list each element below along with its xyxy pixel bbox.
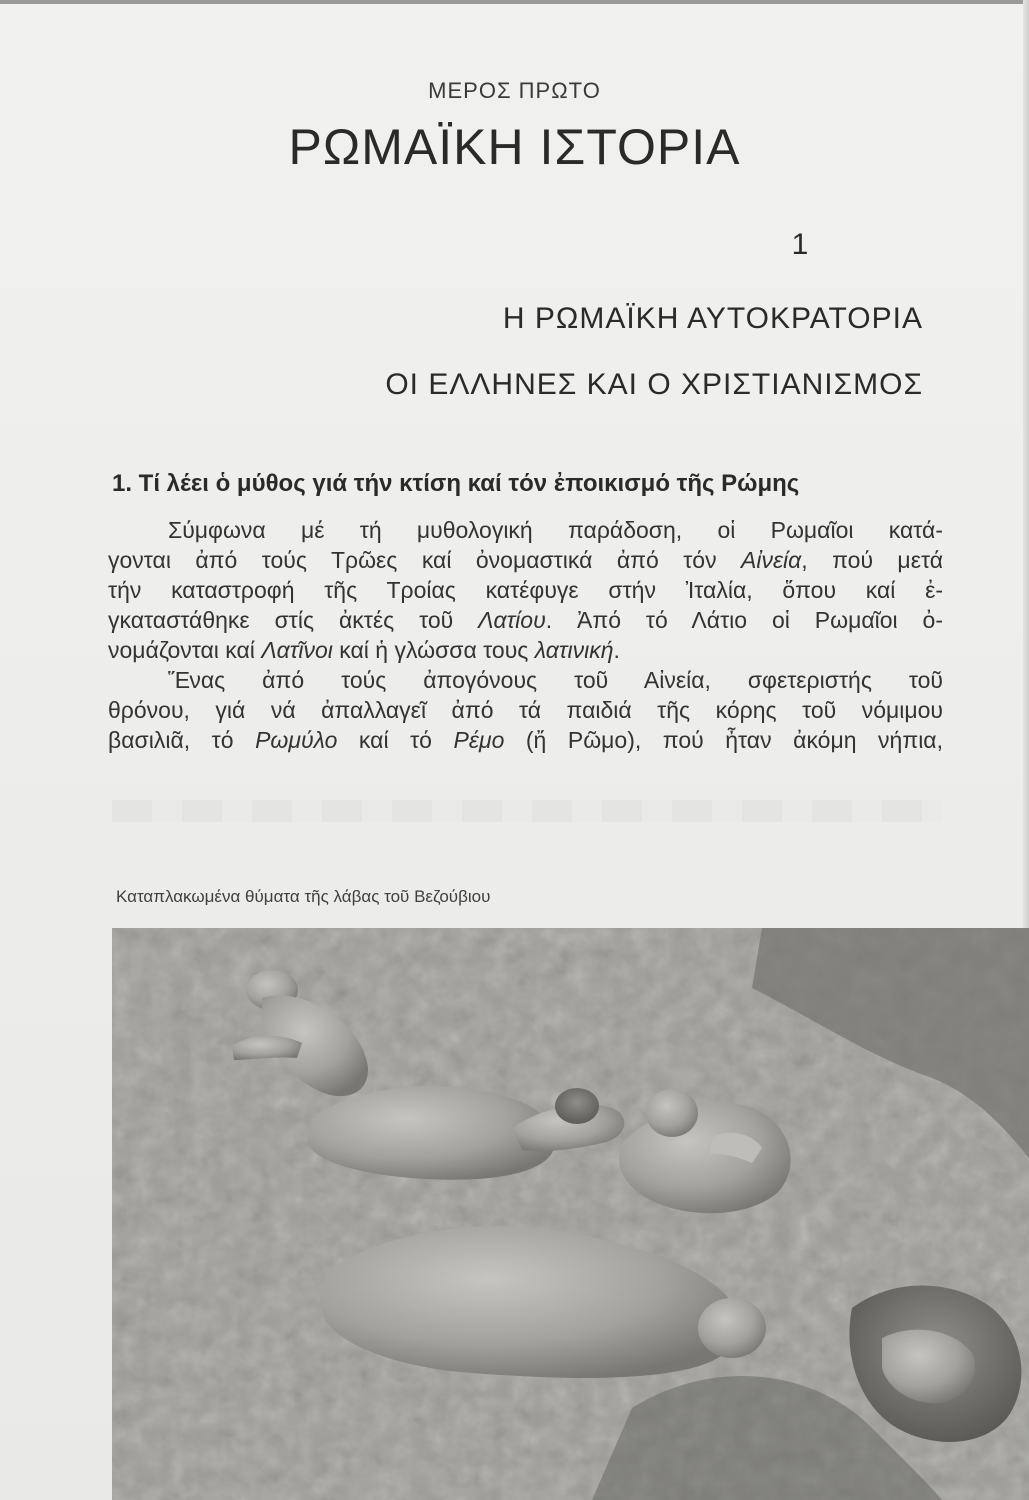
- name-remus: Ρέμο: [453, 727, 505, 753]
- text-run: γονται ἀπό τούς Τρῶες καί ὀνομαστικά ἀπό τόν: [108, 547, 741, 573]
- paragraph-1-line-1: Σύμφωνα μέ τή μυθολογική παράδοση, οἱ Ρωμαῖοι κατά-: [168, 517, 943, 543]
- body-text: [108, 515, 943, 755]
- text-run: νομάζονται καί: [108, 637, 262, 663]
- name-romulus: Ρωμύλο: [255, 727, 338, 753]
- chapter-title-line-1: Η ΡΩΜΑΪΚΗ ΑΥΤΟΚΡΑΤΟΡΙΑ: [502, 302, 923, 335]
- paragraph-1-line-4: [108, 605, 943, 635]
- photo-caption: Καταπλακωμένα θύματα τῆς λάβας τοῦ Βεζούβιου: [116, 887, 491, 906]
- vesuvius-victims-photo: [112, 928, 1029, 1500]
- paragraph-1-line-2: [108, 545, 943, 575]
- section-heading: 1. Τί λέει ὁ μύθος γιά τήν κτίση καί τόν ἐποικισμό τῆς Ρώμης: [112, 470, 800, 497]
- text-run: , πού μετά: [801, 547, 943, 573]
- term-latiniki: λατινική: [534, 637, 614, 663]
- photo-grain: [112, 928, 1029, 1500]
- part-label: ΜΕΡΟΣ ΠΡΩΤΟ: [428, 78, 601, 103]
- text-run: βασιλιᾶ, τό: [108, 727, 256, 753]
- chapter-number: 1: [791, 228, 809, 261]
- name-latium: Λατίου: [478, 607, 546, 633]
- part-title: ΡΩΜΑΪΚΗ ΙΣΤΟΡΙΑ: [288, 119, 741, 175]
- text-run: .: [613, 637, 620, 663]
- top-edge-rule: [0, 0, 1029, 4]
- text-run: καί ἡ γλώσσα τους: [332, 637, 535, 663]
- text-run: γκαταστάθηκε στίς ἀκτές τοῦ: [108, 607, 479, 633]
- chapter-title-line-2: ΟΙ ΕΛΛΗΝΕΣ ΚΑΙ Ο ΧΡΙΣΤΙΑΝΙΣΜΟΣ: [385, 368, 923, 401]
- paragraph-1-line-5: [108, 635, 943, 665]
- name-aineias: Αἰνεία: [741, 547, 802, 573]
- text-run: . Ἀπό τό Λάτιο οἱ Ρωμαῖοι ὀ-: [545, 607, 944, 633]
- photo-illustration: [112, 928, 1029, 1500]
- paragraph-2-line-2: θρόνου, γιά νά ἀπαλλαγεῖ ἀπό τά παιδιά τῆς κόρης τοῦ νόμιμου: [108, 697, 943, 723]
- paragraph-1-line-3: τήν καταστροφή τῆς Τροίας κατέφυγε στήν Ἰταλία, ὅπου καί ἐ-: [108, 577, 943, 603]
- term-latinoi: Λατῖνοι: [261, 637, 333, 663]
- paragraph-2-line-3: [108, 725, 943, 755]
- faded-bleed-through: [112, 800, 942, 822]
- text-run: καί τό: [337, 727, 454, 753]
- text-run: (ἤ Ρῶμο), πού ἦταν ἀκόμη νήπια,: [504, 727, 943, 753]
- paragraph-2-line-1: Ἕνας ἀπό τούς ἀπογόνους τοῦ Αἰνεία, σφετεριστής τοῦ: [168, 667, 943, 693]
